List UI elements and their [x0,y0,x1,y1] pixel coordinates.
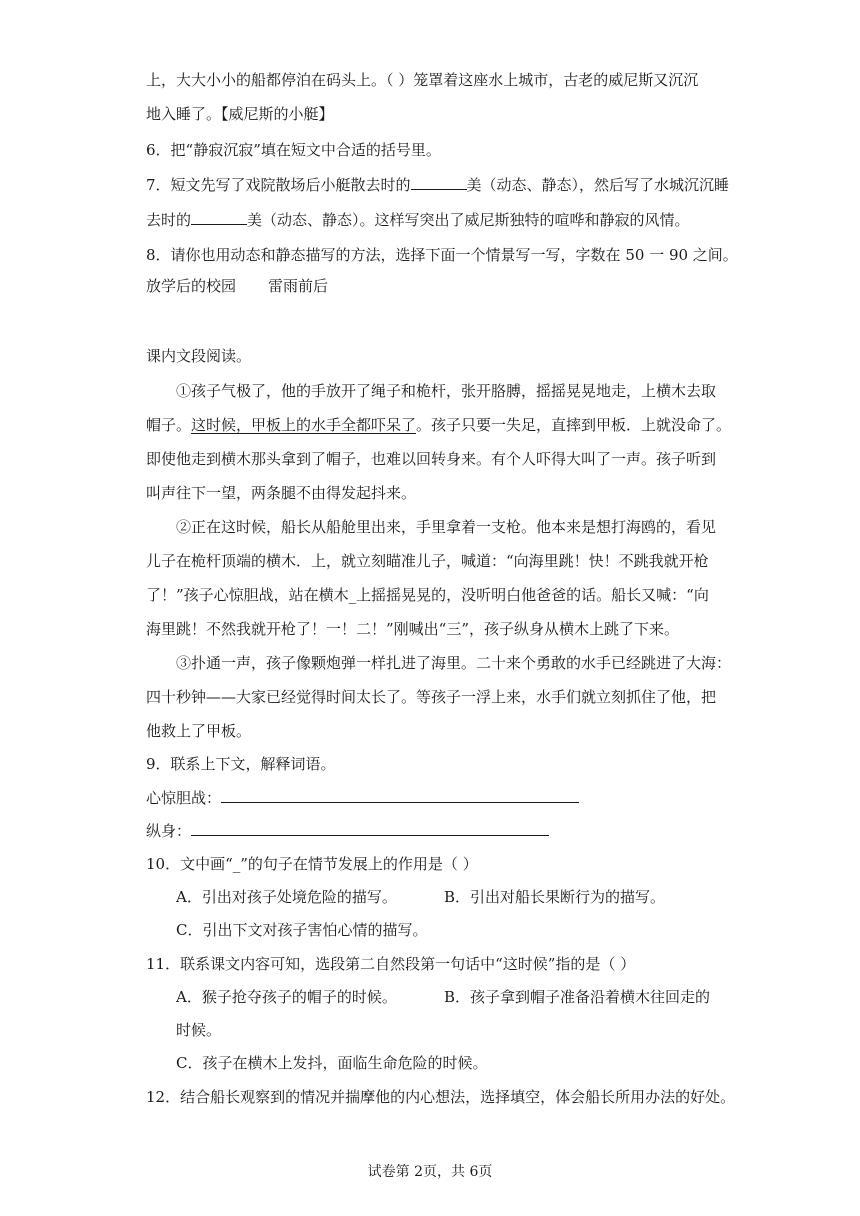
option-a[interactable]: A．猴子抢夺孩子的帽子的时候。 [176,988,397,1006]
question-6: 6．把“静寂沉寂”填在短文中合适的括号里。 [146,141,441,159]
question-8-options [146,276,328,296]
section-title: 课内文段阅读。 [146,347,252,365]
passage-line [146,70,698,90]
option-a[interactable]: A．引出对孩子处境危险的描写。 [176,888,397,906]
question-11-options [176,987,711,1007]
question-9: 9．联系上下文，解释词语。 [146,755,336,773]
paragraph-2-line: 海里跳！不然我就开枪了！一！二！”刚喊出“三”，孩子纵身从横木上跳了下来。 [146,620,680,638]
question-7-line1: 7．短文先写了戏院散场后小艇散去时的 美（动态、静态），然后写了水城沉沉睡 [146,176,730,194]
question-10-option-c[interactable]: C．引出下文对孩子害怕心情的描写。 [176,921,428,939]
question-11-option-b-cont: 时候。 [176,1021,222,1039]
option-schoolyard: 放学后的校园 [146,277,237,295]
question-7-line2: 去时的 美（动态、静态）。这样写突出了威尼斯独特的喧哗和静寂的风情。 [146,211,690,229]
answer-line[interactable] [221,788,579,803]
paragraph-2-line: ②正在这时候，船长从船舱里出来，手里拿着一支枪。他本来是想打海鸥的，看见 [176,518,717,536]
passage-text: 地入睡了。【威尼斯的小艇】 [146,105,334,123]
paragraph-2-line: 了！”孩子心惊胆战，站在横木_上摇摇晃晃的，没听明白他爸爸的话。船长又喊：“向 [146,586,709,604]
question-12: 12．结合船长观察到的情况并揣摩他的内心想法，选择填空，体会船长所用办法的好处。 [146,1088,736,1106]
paragraph-3-line: 四十秒钟——大家已经觉得时间太长了。等孩子一浮上来，水手们就立刻抓住了他，把 [146,688,717,706]
paragraph-1-line: 叫声往下一望，两条腿不由得发起抖来。 [146,484,417,502]
paragraph-1-line: 帽子。这时候，甲板上的水手全都吓呆了。孩子只要一失足，直摔到甲板．上就没命了。 [146,416,732,434]
question-10-options [176,887,666,907]
paragraph-3-line: ③扑通一声，孩子像颗炮弹一样扎进了海里。二十来个勇敢的水手已经跳进了大海： [176,654,732,672]
passage-text: 上，大大小小的船都停泊在码头上。（ ）笼罩着这座水上城市，古老的威尼斯又沉沉 [146,71,699,89]
paragraph-1-line: ①孩子气极了，他的手放开了绳子和桅杆，张开胳膊，摇摇晃晃地走，上横木去取 [176,382,717,400]
question-11-option-c[interactable]: C．孩子在横木上发抖，面临生命危险的时候。 [176,1054,488,1072]
paragraph-2-line: 儿子在桅杆顶端的横木．上，就立刻瞄准儿子，喊道：“向海里跳！快！不跳我就开枪 [146,552,709,570]
question-9-term1: 心惊胆战： [146,788,579,808]
answer-blank[interactable] [411,175,467,190]
page-footer: 试卷第 2页，共 6页 [367,1164,493,1180]
paragraph-3-line: 他救上了甲板。 [146,722,252,740]
answer-line[interactable] [191,821,549,836]
question-8: 8．请你也用动态和静态描写的方法，选择下面一个情景写一写，字数在 50 一 90 之间。 [146,246,738,264]
passage-line [146,104,334,124]
option-b[interactable]: B．引出对船长果断行为的描写。 [444,888,666,906]
option-b[interactable]: B．孩子拿到帽子准备沿着横木往回走的 [444,988,711,1006]
underlined-sentence: 这时候，甲板上的水手全都吓呆了 [191,416,417,434]
answer-blank[interactable] [191,210,247,225]
paragraph-1-line: 即使他走到横木那头拿到了帽子，也难以回转身来。有个人吓得大叫了一声。孩子听到 [146,450,717,468]
question-11: 11．联系课文内容可知，选段第二自然段第一句话中“这时候”指的是（ ） [146,955,636,973]
question-10: 10．文中画“_”的句子在情节发展上的作用是（ ） [146,855,478,873]
option-thunderstorm: 雷雨前后 [268,277,329,295]
question-9-term2: 纵身： [146,821,549,841]
